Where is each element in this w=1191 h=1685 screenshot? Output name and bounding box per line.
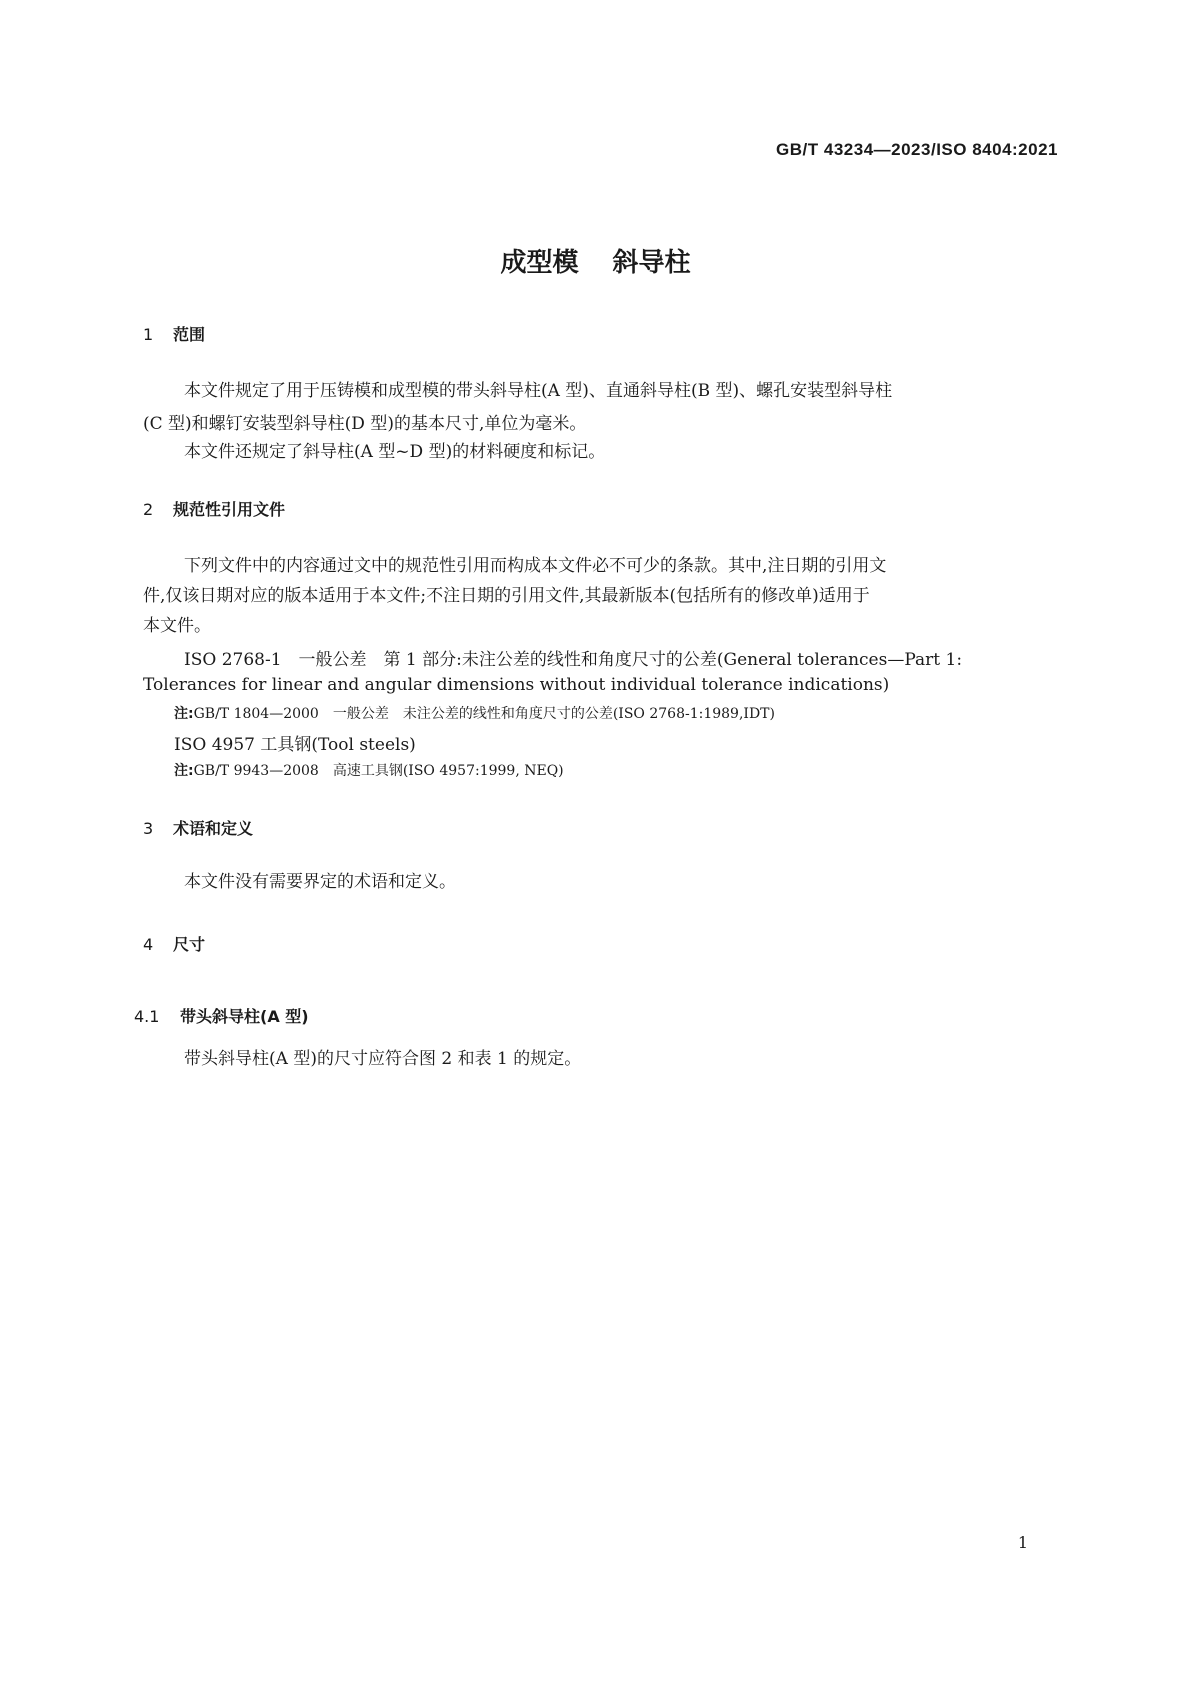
- text-line: 件,仅该日期对应的版本适用于本文件;不注日期的引用文件,其最新版本(包括所有的修改单)适用于: [143, 586, 870, 606]
- section-2-paragraph-1: [143, 550, 1058, 583]
- section-4-1-title: 带头斜导柱(A 型): [180, 1007, 309, 1026]
- section-4-number: 4: [143, 935, 154, 954]
- section-4-heading: [143, 932, 205, 955]
- note-text: GB/T 9943—2008 高速工具钢(ISO 4957:1999, NEQ): [193, 763, 564, 779]
- section-2-title: 规范性引用文件: [173, 500, 286, 519]
- note-label: 注:: [174, 706, 194, 722]
- section-4-1-number: 4.1: [134, 1007, 160, 1026]
- section-4-title: 尺寸: [173, 935, 206, 954]
- note-2: [174, 760, 564, 780]
- note-1: [174, 703, 775, 723]
- note-text: GB/T 1804—2000 一般公差 未注公差的线性和角度尺寸的公差(ISO 2768-1:1989,IDT): [193, 706, 775, 722]
- section-4-1-heading: [134, 1004, 309, 1027]
- title-part-1: 成型模: [500, 248, 579, 278]
- text-line: (C 型)和螺钉安装型斜导柱(D 型)的基本尺寸,单位为毫米。: [143, 414, 587, 434]
- page-number: 1: [1017, 1533, 1028, 1552]
- text-line: 下列文件中的内容通过文中的规范性引用而构成本文件必不可少的条款。其中,注日期的引用文: [184, 556, 887, 576]
- page-title: [0, 242, 1191, 279]
- section-1-heading: [143, 322, 205, 345]
- section-3-number: 3: [143, 819, 154, 838]
- reference-iso-2768-1: ISO 2768-1 一般公差 第 1 部分:未注公差的线性和角度尺寸的公差(General tolerances—Part 1:: [184, 650, 963, 670]
- section-3-heading: [143, 816, 253, 839]
- reference-iso-4957: ISO 4957 工具钢(Tool steels): [174, 735, 416, 755]
- title-part-2: 斜导柱: [612, 248, 691, 278]
- section-2-paragraph-1-end: 本文件。: [143, 616, 211, 636]
- text-line: 本文件规定了用于压铸模和成型模的带头斜导柱(A 型)、直通斜导柱(B 型)、螺孔安装型斜导柱: [184, 381, 893, 401]
- section-4-1-paragraph-1: 带头斜导柱(A 型)的尺寸应符合图 2 和表 1 的规定。: [184, 1049, 582, 1069]
- section-1-title: 范围: [173, 325, 206, 344]
- section-1-paragraph-1: [143, 375, 1058, 408]
- section-2-heading: [143, 497, 285, 520]
- section-1-paragraph-2: 本文件还规定了斜导柱(A 型~D 型)的材料硬度和标记。: [184, 442, 606, 462]
- section-2-paragraph-1-cont: [143, 580, 1058, 613]
- section-2-number: 2: [143, 500, 154, 519]
- section-1-number: 1: [143, 325, 154, 344]
- standard-code: GB/T 43234—2023/ISO 8404:2021: [776, 140, 1058, 159]
- note-label: 注:: [174, 763, 194, 779]
- section-3-paragraph-1: 本文件没有需要界定的术语和定义。: [184, 872, 456, 892]
- section-3-title: 术语和定义: [173, 819, 254, 838]
- reference-iso-2768-1-cont: Tolerances for linear and angular dimensions without individual tolerance indications): [143, 675, 890, 695]
